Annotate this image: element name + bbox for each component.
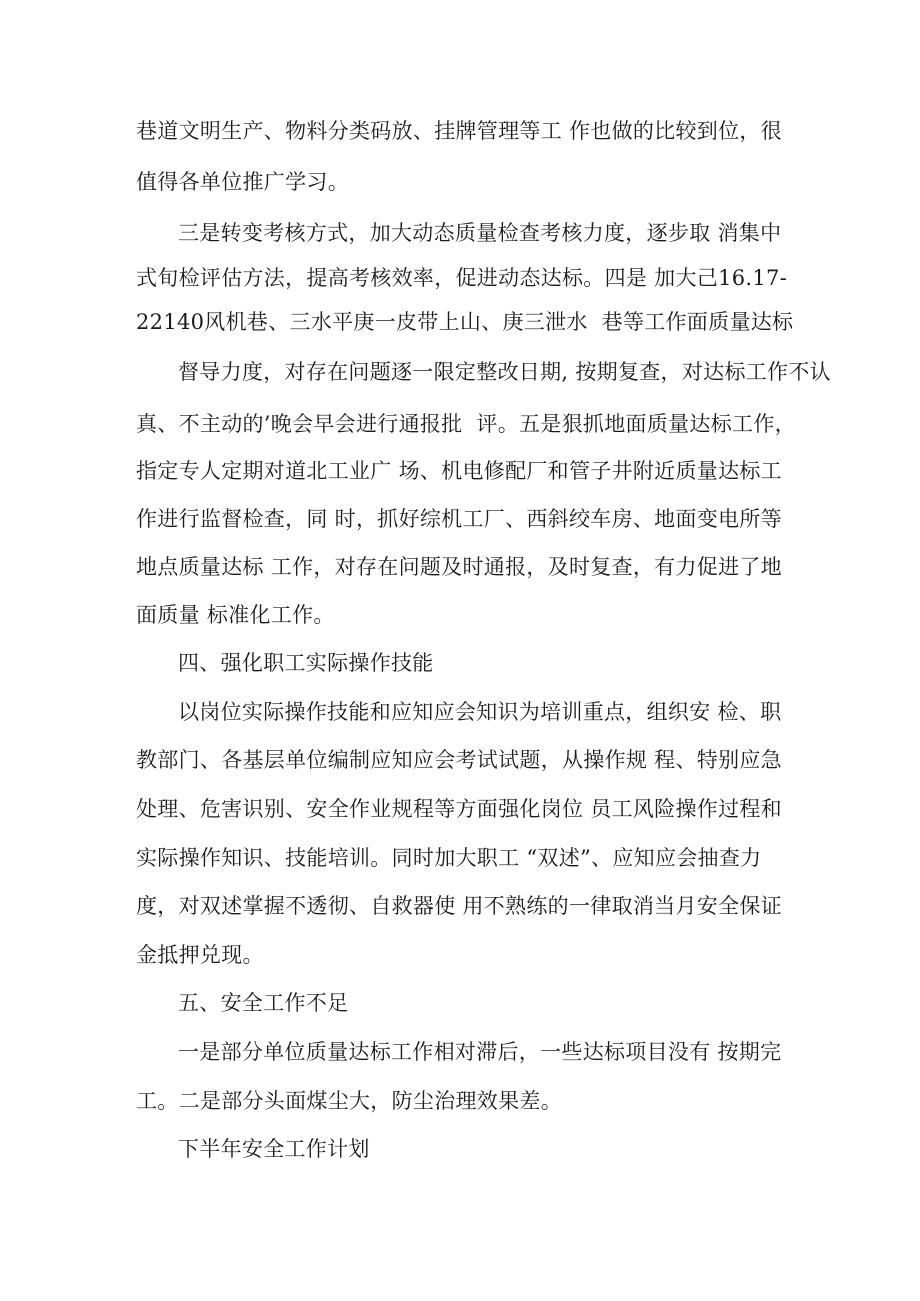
text-line-7: 真、不主动的’晚会早会进行通报批 评。五是狠抓地面质量达标工作， — [136, 412, 796, 436]
text-line-13: 以岗位实际操作技能和应知应会知识为培训重点，组织安 检、职 — [178, 700, 782, 724]
text-line-16: 实际操作知识、技能培训。同时加大职工 “双述”、应知应会抽查力 — [136, 846, 762, 870]
text-line-20: 一是部分单位质量达标工作相对滞后，一些达标项目没有 按期完 — [178, 1040, 782, 1064]
text-line-8: 指定专人定期对道北工业广 场、机电修配厂和管子井附近质量达标工 — [136, 459, 782, 483]
text-line-11: 面质量 标准化工作。 — [136, 603, 335, 627]
text-line-17: 度，对双述掌握不透彻、自救器使 用不熟练的一律取消当月安全保证 — [136, 894, 782, 918]
text-line-18: 金抵押兑现。 — [136, 943, 264, 967]
text-line-4: 式旬检评估方法，提高考核效率，促进动态达标。四是 加大己16.17- — [136, 266, 788, 290]
text-line-1: 巷道文明生产、物料分类码放、挂牌管理等工 作也做的比较到位，很 — [136, 119, 782, 143]
text-line-3: 三是转变考核方式，加大动态质量检查考核力度，逐步取 消集中 — [178, 221, 782, 245]
text-line-14: 教部门、各基层单位编制应知应会考试试题，从操作规 程、特别应急 — [136, 748, 782, 772]
text-line-9: 作进行监督检查，同 时，抓好综机工厂、西斜绞车房、地面变电所等 — [136, 507, 782, 531]
text-line-15: 处理、危害识别、安全作业规程等方面强化岗位 员工风险操作过程和 — [136, 797, 782, 821]
text-line-21: 工。二是部分头面煤尘大，防尘治理效果差。 — [136, 1089, 562, 1113]
section-heading-plan: 下半年安全工作计划 — [178, 1137, 370, 1161]
text-line-5: 22140风机巷、三水平庚一皮带上山、庚三泄水 巷等工作面质量达标 — [136, 310, 794, 334]
section-heading-4: 四、强化职工实际操作技能 — [178, 651, 434, 675]
text-line-10: 地点质量达标 工作，对存在问题及时通报，及时复查，有力促进了地 — [136, 555, 782, 579]
section-heading-5: 五、安全工作不足 — [178, 991, 349, 1015]
text-line-6: 督导力度，对存在问题逐一限定整改日期, 按期复查，对达标工作不认 — [178, 360, 831, 384]
text-line-2: 值得各单位推广学习。 — [136, 170, 349, 194]
